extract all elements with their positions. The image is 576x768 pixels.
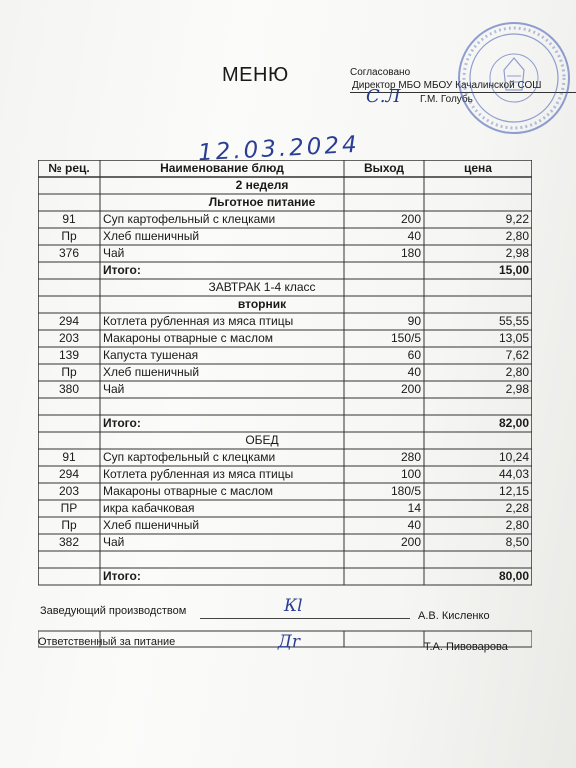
- dish-name: Хлеб пшеничный: [103, 518, 200, 532]
- column-header-recipe: № рец.: [48, 161, 90, 175]
- dish-output: 60: [407, 348, 421, 362]
- dish-price: 2,98: [505, 246, 529, 260]
- dish-name: Хлеб пшеничный: [103, 229, 200, 243]
- approval-position: Директор МБО МБОУ Качалинской СОШ: [350, 79, 576, 93]
- section-heading: вторник: [237, 297, 287, 311]
- total-label: Итого:: [103, 263, 141, 277]
- dish-price: 55,55: [498, 314, 529, 328]
- section-heading: Льготное питание: [208, 195, 316, 209]
- approval-heading: Согласовано: [350, 67, 411, 78]
- dish-output: 200: [400, 382, 421, 396]
- dish-price: 12,15: [498, 484, 529, 498]
- official-stamp: [452, 18, 572, 138]
- approval-name: Г.М. Голубь: [420, 94, 473, 105]
- dish-name: Суп картофельный с клецками: [103, 450, 276, 464]
- dish-name: Чай: [103, 535, 125, 549]
- dish-price: 8,50: [505, 535, 529, 549]
- column-header-dish: Наименование блюд: [160, 161, 284, 175]
- dish-output: 40: [407, 365, 421, 379]
- director-signature: С.Л: [366, 86, 401, 107]
- manager-signature-line: [200, 618, 410, 619]
- dish-output: 200: [400, 535, 421, 549]
- dish-price: 7,62: [505, 348, 529, 362]
- dish-output: 90: [407, 314, 421, 328]
- manager-name: А.В. Кисленко: [418, 610, 490, 622]
- dish-price: 2,80: [505, 518, 529, 532]
- dish-output: 150/5: [390, 331, 421, 345]
- dish-name: Макароны отварные с маслом: [103, 331, 273, 345]
- recipe-number: 139: [58, 348, 80, 362]
- dish-name: Котлета рубленная из мяса птицы: [103, 467, 294, 481]
- dish-name: Капуста тушеная: [103, 348, 199, 362]
- dish-name: икра кабачковая: [103, 501, 195, 515]
- recipe-number: Пр: [61, 518, 77, 532]
- total-label: Итого:: [103, 569, 141, 583]
- dish-name: Чай: [103, 382, 125, 396]
- dish-price: 2,80: [505, 229, 529, 243]
- recipe-number: Пр: [61, 229, 77, 243]
- total-price: 82,00: [498, 416, 529, 430]
- recipe-number: 382: [58, 535, 80, 549]
- recipe-number: ПР: [60, 501, 78, 515]
- dish-price: 2,98: [505, 382, 529, 396]
- responsible-label: Ответственный за питание: [38, 636, 176, 648]
- column-header-price: цена: [464, 161, 492, 175]
- dish-output: 200: [400, 212, 421, 226]
- section-heading: 2 неделя: [235, 178, 289, 192]
- recipe-number: 380: [58, 382, 80, 396]
- total-price: 15,00: [498, 263, 529, 277]
- recipe-number: 376: [58, 246, 80, 260]
- recipe-number: 203: [58, 484, 80, 498]
- menu-date: 12.03.2024: [197, 131, 361, 167]
- responsible-signature: Дr: [278, 632, 300, 652]
- recipe-number: 294: [58, 467, 80, 481]
- dish-price: 10,24: [498, 450, 529, 464]
- dish-name: Чай: [103, 246, 125, 260]
- dish-price: 44,03: [498, 467, 529, 481]
- dish-name: Котлета рубленная из мяса птицы: [103, 314, 294, 328]
- dish-output: 280: [400, 450, 421, 464]
- dish-name: Макароны отварные с маслом: [103, 484, 273, 498]
- dish-output: 100: [400, 467, 421, 481]
- dish-output: 14: [407, 501, 421, 515]
- dish-output: 40: [407, 518, 421, 532]
- section-heading: ОБЕД: [245, 433, 279, 447]
- dish-output: 180: [400, 246, 421, 260]
- section-heading: ЗАВТРАК 1-4 класс: [208, 280, 316, 294]
- recipe-number: 91: [62, 212, 76, 226]
- dish-name: Хлеб пшеничный: [103, 365, 200, 379]
- manager-signature: Кl: [284, 596, 303, 616]
- dish-price: 2,80: [505, 365, 529, 379]
- dish-price: 2,28: [505, 501, 529, 515]
- column-header-output: Выход: [363, 161, 405, 175]
- total-price: 80,00: [498, 569, 529, 583]
- recipe-number: 91: [62, 450, 76, 464]
- dish-price: 9,22: [505, 212, 529, 226]
- recipe-number: 294: [58, 314, 80, 328]
- page-title: МЕНЮ: [222, 64, 289, 86]
- dish-name: Суп картофельный с клецками: [103, 212, 276, 226]
- recipe-number: 203: [58, 331, 80, 345]
- responsible-name: Т.А. Пивоварова: [424, 641, 508, 653]
- manager-label: Заведующий производством: [40, 605, 187, 617]
- dish-output: 180/5: [390, 484, 421, 498]
- dish-output: 40: [407, 229, 421, 243]
- recipe-number: Пр: [61, 365, 77, 379]
- total-label: Итого:: [103, 416, 141, 430]
- dish-price: 13,05: [498, 331, 529, 345]
